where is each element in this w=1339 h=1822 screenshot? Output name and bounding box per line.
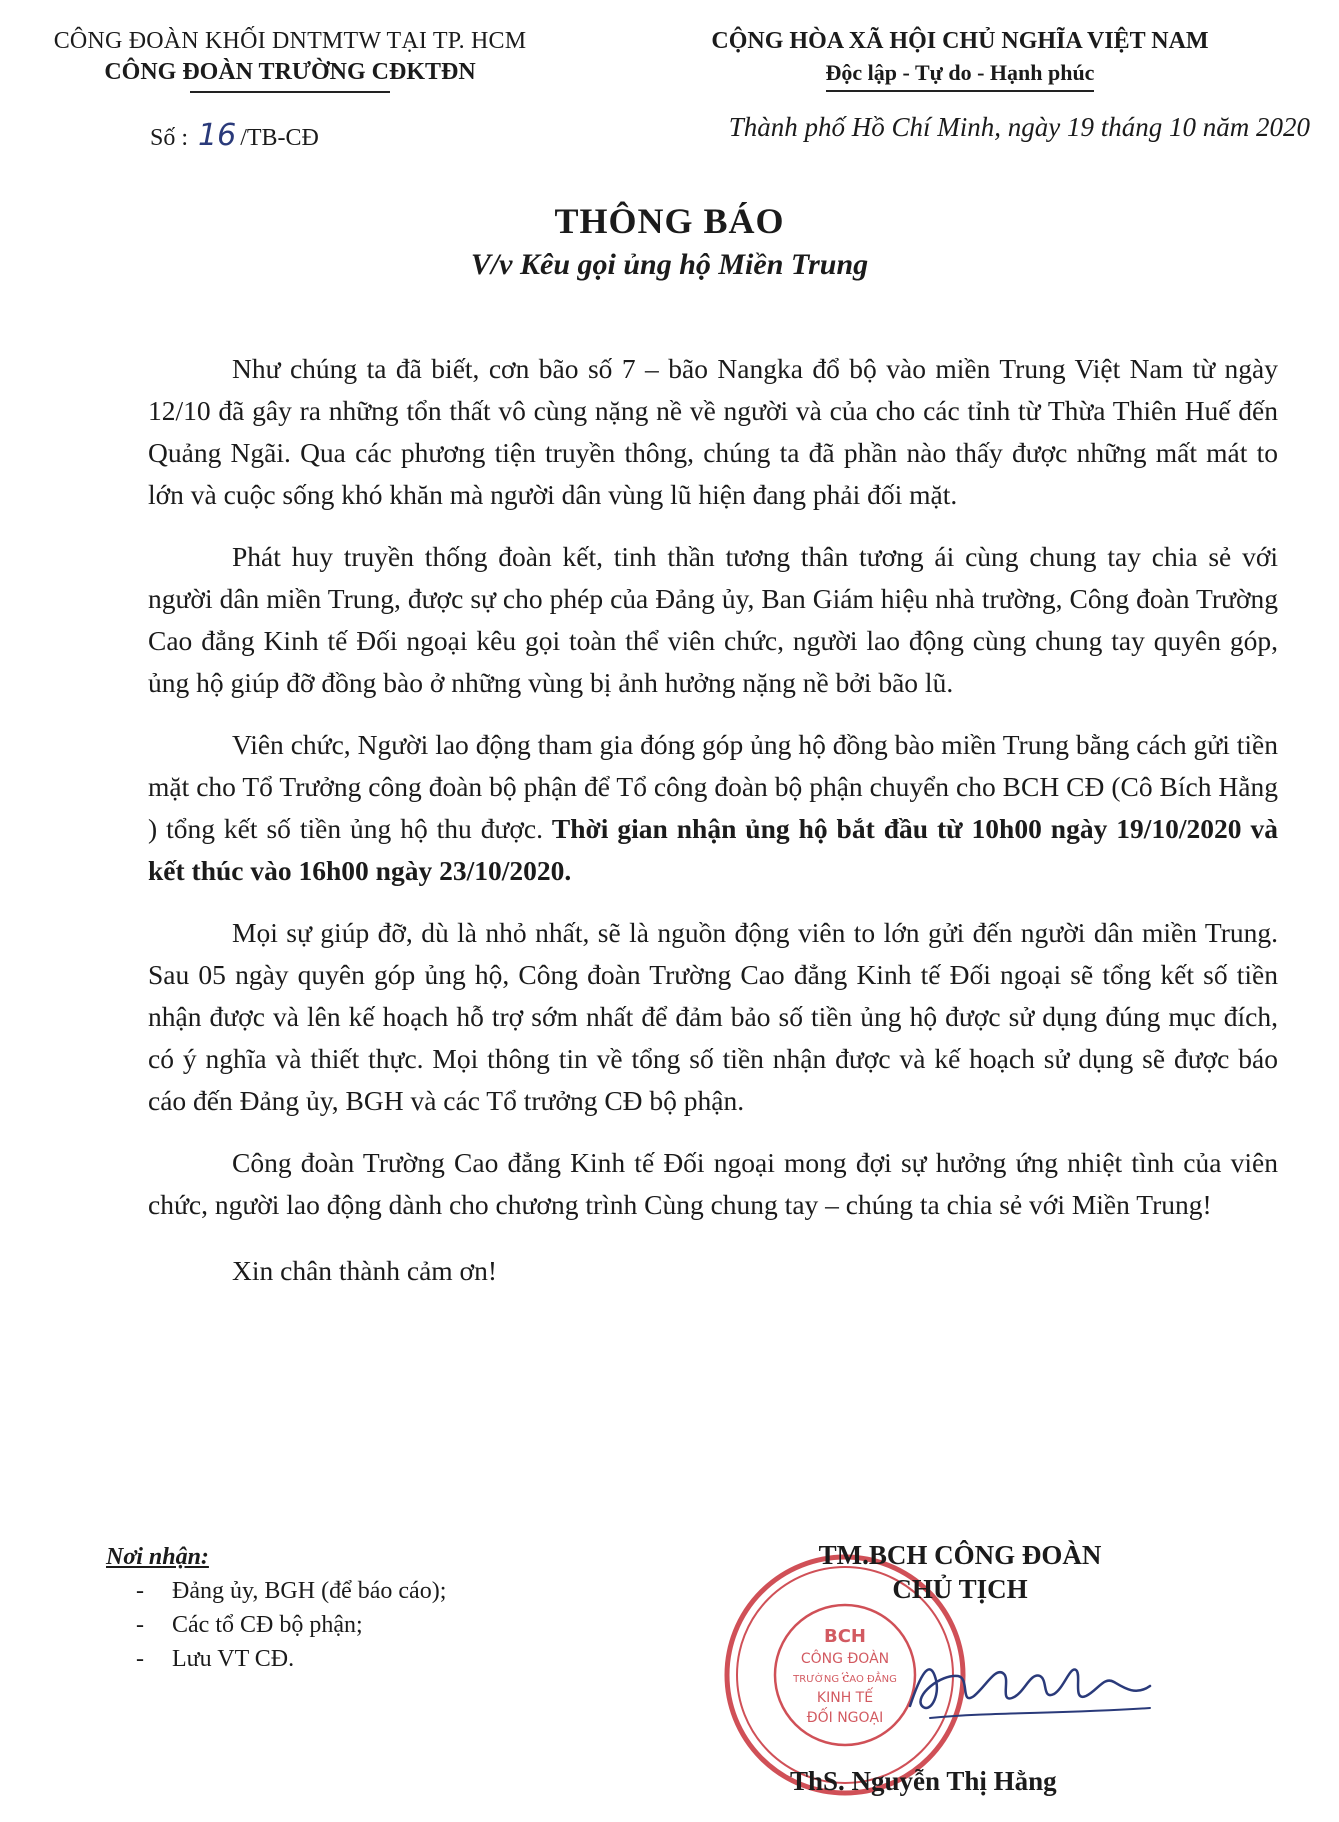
paragraph-3-deadline: Thời gian nhận ủng hộ bắt đầu từ 10h00 ngày 19/10/2020 và kết thúc vào 16h00 ngày 23/10/2020. (148, 813, 1278, 886)
org-line-1: CÔNG ĐOÀN KHỐI DNTMTW TẠI TP. HCM (53, 28, 527, 54)
paragraph-5: Công đoàn Trường Cao đẳng Kinh tế Đối ngoại mong đợi sự hưởng ứng nhiệt tình của viên chức, người lao động dành cho chương trình Cùng chung tay – chúng ta chia sẻ với Miền Trung! (148, 1147, 1278, 1220)
seal-line-5: ĐỐI NGOẠI (806, 1710, 884, 1726)
paragraph-2: Phát huy truyền thống đoàn kết, tinh thần tương thân tương ái cùng chung tay chia sẻ với người dân miền Trung, được sự cho phép của Đảng ủy, Ban Giám hiệu nhà trường, Công đoàn Trường Cao đẳng Kinh tế Đối ngoại kêu gọi toàn thể viên chức, người lao động cùng chung tay quyên góp, ủng hộ giúp đỡ đồng bào ở những vùng bị ảnh hưởng nặng nề bởi bão lũ. (148, 541, 1278, 698)
signer-name: ThS. Nguyễn Thị Hằng (790, 1766, 1057, 1796)
handwritten-signature (900, 1636, 1160, 1726)
seal-line-1: BCH (824, 1626, 866, 1647)
recipients-title: Nơi nhận: (106, 1544, 209, 1570)
signer-title: CHỦ TỊCH (892, 1574, 1028, 1604)
paragraph-4: Mọi sự giúp đỡ, dù là nhỏ nhất, sẽ là nguồn động viên to lớn gửi đến người dân miền Trung. Sau 05 ngày quyên góp ủng hộ, Công đoàn Trường Cao đẳng Kinh tế Đối ngoại sẽ tổng kết số tiền nhận được và lên kế hoạch hỗ trợ sớm nhất để đảm bảo số tiền ủng hộ được sử dụng đúng mục đích, có ý nghĩa và thiết thực. Mọi thông tin về tổng số tiền nhận được và kế hoạch sử dụng sẽ được báo cáo đến Đảng ủy, BGH và các Tổ trưởng CĐ bộ phận. (148, 917, 1278, 1116)
document-body (148, 348, 1278, 1312)
document-number-suffix: /TB-CĐ (240, 125, 319, 151)
paragraph-1: Như chúng ta đã biết, cơn bão số 7 – bão Nangka đổ bộ vào miền Trung Việt Nam từ ngày 12/10 đã gây ra những tổn thất vô cùng nặng nề về người và của cho các tỉnh từ Thừa Thiên Huế đến Quảng Ngãi. Qua các phương tiện truyền thông, chúng ta đã phần nào thấy được những mất mát to lớn và cuộc sống khó khăn mà người dân vùng lũ hiện đang phải đối mặt. (148, 353, 1278, 510)
document-date: Thành phố Hồ Chí Minh, ngày 19 tháng 10 năm 2020 (728, 112, 1310, 142)
signer-office: TM.BCH CÔNG ĐOÀN (818, 1540, 1102, 1570)
document-number-label: Số : (150, 125, 189, 151)
paragraph-3 (148, 724, 1278, 892)
recipient-item: - Lưu VT CĐ. (106, 1642, 446, 1676)
paragraph-3-text: Viên chức, Người lao động tham gia đóng góp ủng hộ đồng bào miền Trung bằng cách gửi tiền mặt cho Tổ Trưởng công đoàn bộ phận để Tổ công đoàn bộ phận chuyển cho BCH CĐ (Cô Bích Hằng ) tổng kết số tiền ủng hộ thu được. (148, 729, 1278, 844)
issuing-organization (20, 26, 560, 93)
document-number-handwritten: 16 (198, 118, 237, 153)
document-title: THÔNG BÁO (554, 201, 785, 241)
recipients-block (106, 1540, 446, 1676)
seal-line-3: TRƯỜNG CAO ĐẲNG (793, 1674, 897, 1685)
country-name: CỘNG HÒA XÃ HỘI CHỦ NGHĨA VIỆT NAM (711, 28, 1209, 54)
seal-line-4: KINH TẾ (816, 1690, 874, 1706)
national-header (660, 26, 1260, 92)
document-number (150, 118, 319, 153)
org-line-2: CÔNG ĐOÀN TRƯỜNG CĐKTĐN (104, 59, 476, 85)
seal-line-2: CÔNG ĐOÀN (800, 1651, 890, 1667)
national-motto: Độc lập - Tự do - Hạnh phúc (826, 57, 1095, 92)
recipient-item: - Đảng ủy, BGH (để báo cáo); (106, 1574, 446, 1608)
signature-block (780, 1538, 1140, 1606)
recipients-list (106, 1574, 446, 1676)
recipient-item: - Các tổ CĐ bộ phận; (106, 1608, 446, 1642)
org-underline (190, 91, 390, 93)
closing-thanks: Xin chân thành cảm ơn! (232, 1255, 498, 1286)
document-subtitle: V/v Kêu gọi ủng hộ Miền Trung (470, 248, 869, 281)
